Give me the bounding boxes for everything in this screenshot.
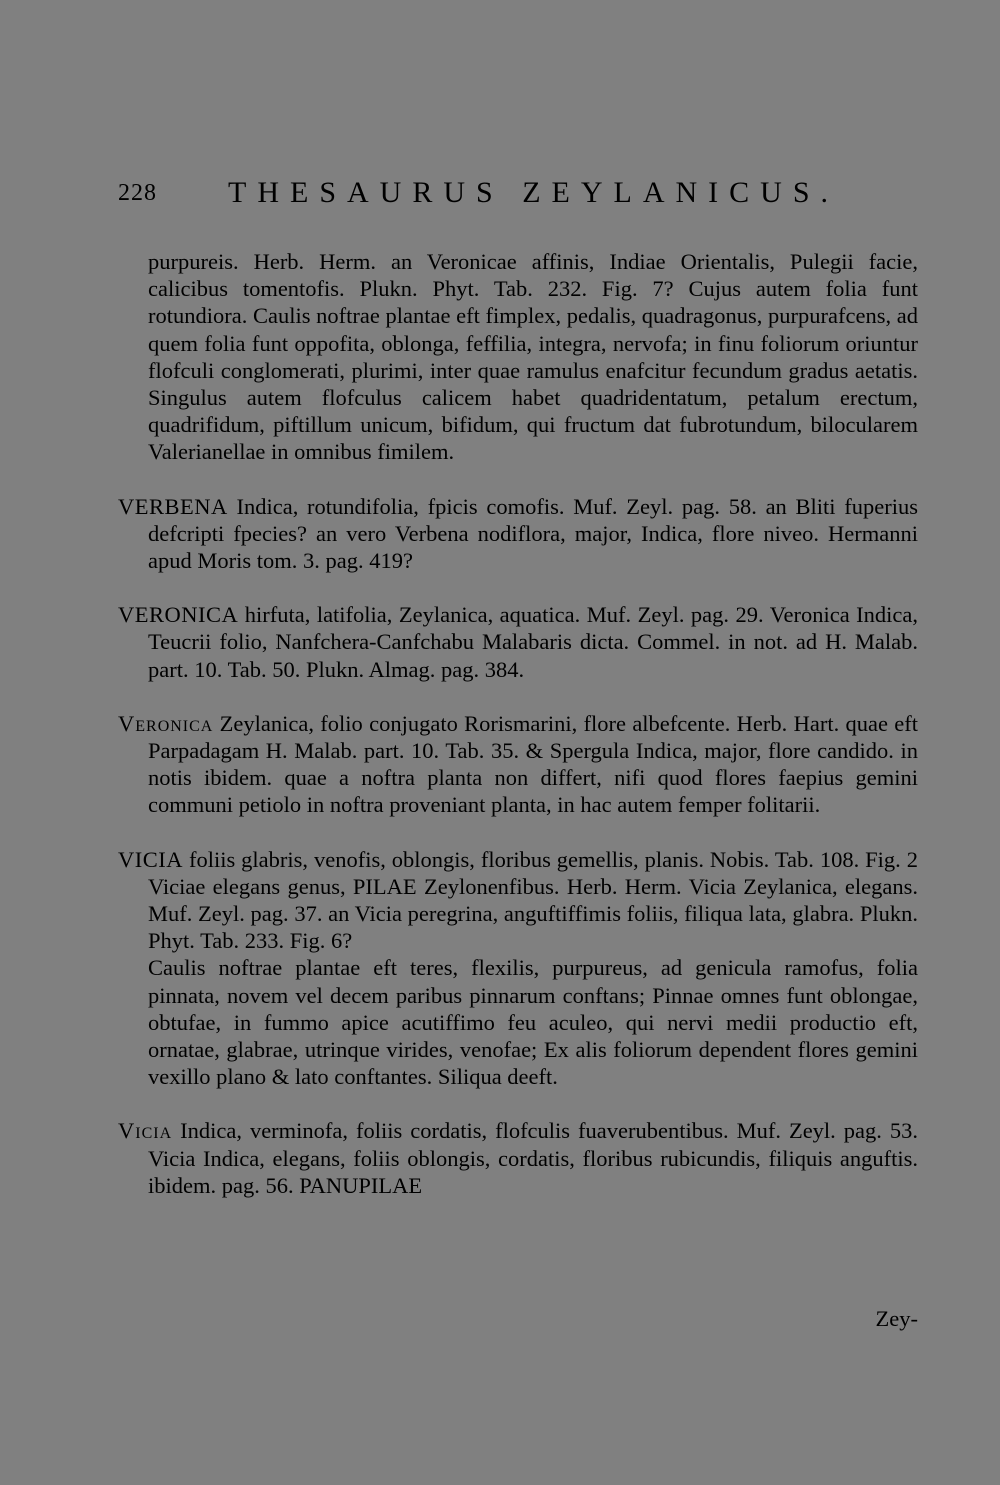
entry-text: Zeylanica, folio conjugato Rorismarini, flore albefcente. Herb. Hart. quae eft Parpadagam H. Malab. part. 10. Tab. 35. & Spergula Indica, major, flore candido. in notis ibidem. quae a noftra planta non differt, nifi quod flores faepius gemini communi petiolo in noftra proveniant planta, in hac autem femper folitarii.: [148, 710, 919, 818]
text-body: [118, 248, 918, 1226]
page-header: [118, 176, 918, 212]
entry-verbena: [118, 493, 918, 575]
page-number: 228: [118, 180, 157, 206]
entry-headword: VERBENA: [118, 493, 228, 519]
entry-text: foliis glabris, venofis, oblongis, floribus gemellis, planis. Nobis. Tab. 108. Fig. 2 Viciae elegans genus, PILAE Zeylonenfibus. Herb. Herm. Vicia Zeylanica, elegans. Muf. Zeyl. pag. 37. an Vicia peregrina, anguftiffimis foliis, filiqua lata, glabra. Plukn. Phyt. Tab. 233. Fig. 6?: [148, 846, 919, 954]
entry-description: Caulis noftrae plantae eft teres, flexilis, purpureus, ad genicula ramofus, folia pinnata, novem vel decem paribus pinnarum conftans; Pinnae omnes funt oblongae, obtufae, in fummo apice acutiffimo feu aculeo, qui nervi medii productio eft, ornatae, glabrae, utrinque virides, venofae; Ex alis foliorum dependent flores gemini vexillo plano & lato conftantes. Siliqua deeft.: [148, 955, 918, 1090]
entry-veronica-hirsuta: [118, 601, 918, 683]
paragraph-text: purpureis. Herb. Herm. an Veronicae affinis, Indiae Orientalis, Pulegii facie, calicibus tomentofis. Plukn. Phyt. Tab. 232. Fig. 7? Cujus autem folia funt rotundiora. Caulis noftrae plantae eft fimplex, pedalis, quadragonus, purpurafcens, ad quem folia funt oppofita, oblonga, feffilia, integra, nervofa; in finu foliorum oriuntur flofculi conglomerati, plurimi, inter quae ramulus enafcitur fecundum gradus aetatis. Singulus autem flofculus calicem habet quadridentatum, petalum erectum, quadrifidum, piftillum unicum, bifidum, qui fructum dat fubrotundum, bilocularem Valerianellae in omnibus fimilem.: [148, 249, 918, 465]
entry-text: hirfuta, latifolia, Zeylanica, aquatica. Muf. Zeyl. pag. 29. Veronica Indica, Teucrii folio, Nanfchera-Canfchabu Malabaris dicta. Commel. in not. ad H. Malab. part. 10. Tab. 50. Plukn. Almag. pag. 384.: [148, 602, 919, 682]
entry-headword: Vicia: [118, 1118, 173, 1144]
entry-text: Indica, verminofa, foliis cordatis, flofculis fuaverubentibus. Muf. Zeyl. pag. 53. Vicia Indica, elegans, foliis oblongis, cordatis, floribus rubicundis, filiquis anguftis. ibidem. pag. 56. PANUPILAE: [148, 1118, 918, 1198]
entry-headword: VERONICA: [118, 602, 239, 628]
entry-headword: Veronica: [118, 710, 214, 736]
paragraph-continuation: [118, 248, 918, 466]
entry-text: Indica, rotundifolia, fpicis comofis. Muf. Zeyl. pag. 58. an Bliti fuperius defcripti fpecies? an vero Verbena nodiflora, major, Indica, flore niveo. Hermanni apud Moris tom. 3. pag. 419?: [148, 493, 918, 574]
entry-vicia-indica: [118, 1117, 918, 1199]
entry-headword: VICIA: [118, 846, 183, 872]
catchword: Zey-: [875, 1306, 918, 1331]
entry-veronica-zeylanica: [118, 710, 918, 819]
running-title: THESAURUS ZEYLANICUS.: [228, 176, 840, 209]
entry-vicia-glabris: [118, 846, 918, 1091]
